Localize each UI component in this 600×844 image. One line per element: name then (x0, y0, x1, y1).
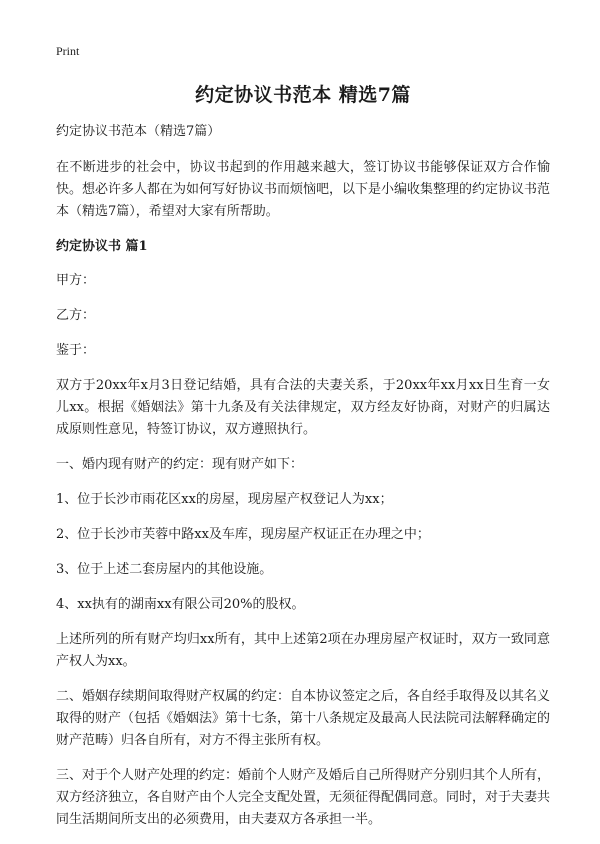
property-item-3: 3、位于上述二套房屋内的其他设施。 (56, 562, 273, 577)
section-3-paragraph: 三、对于个人财产处理的约定：婚前个人财产及婚后自己所得财产分别归其个人所有，双方经济独立，各自财产由个人完全支配处置，无须征得配偶同意。同时，对于夫妻共同生活期间所支出的必须费用，由夫妻双方各承担一半。 (56, 768, 551, 827)
property-item-1: 1、位于长沙市雨花区xx的房屋，现房屋产权登记人为xx； (56, 492, 393, 507)
section-2-paragraph: 二、婚姻存续期间取得财产权属的约定：自本协议签定之后，各自经手取得及以其名义取得的财产（包括《婚姻法》第十七条，第十八条规定及最高人民法院司法解释确定的财产范畴）归各自所有，对方不得主张所有权。 (56, 689, 551, 748)
document-page (56, 80, 550, 844)
property-item-2: 2、位于长沙市芙蓉中路xx及车库，现房屋产权证正在办理之中； (56, 527, 430, 542)
whereas-line: 鉴于： (56, 343, 96, 358)
property-list-heading: 一、婚内现有财产的约定：现有财产如下： (56, 457, 304, 472)
party-b-line: 乙方： (56, 308, 96, 323)
page-title: 约定协议书范本 精选7篇 (195, 84, 411, 106)
section-heading-1: 约定协议书 篇1 (56, 239, 148, 254)
ownership-paragraph: 上述所列的所有财产均归xx所有，其中上述第2项在办理房屋产权证时，双方一致同意产权人为xx。 (56, 632, 550, 669)
intro-paragraph: 在不断进步的社会中，协议书起到的作用越来越大，签订协议书能够保证双方合作愉快。想必许多人都在为如何写好协议书而烦恼吧，以下是小编收集整理的约定协议书范本（精选7篇），希望对大家有所帮助。 (56, 160, 551, 219)
print-link[interactable]: Print (56, 44, 80, 58)
property-item-4: 4、xx执有的湖南xx有限公司20%的股权。 (56, 597, 305, 612)
party-a-line: 甲方： (56, 273, 96, 288)
background-paragraph: 双方于20xx年x月3日登记结婚，具有合法的夫妻关系，于20xx年xx月xx日生育一女儿xx。根据《婚姻法》第十九条及有关法律规定，双方经友好协商，对财产的归属达成原则性意见，特签订协议，双方遵照执行。 (56, 378, 550, 437)
document-subtitle: 约定协议书范本（精选7篇） (56, 124, 221, 139)
